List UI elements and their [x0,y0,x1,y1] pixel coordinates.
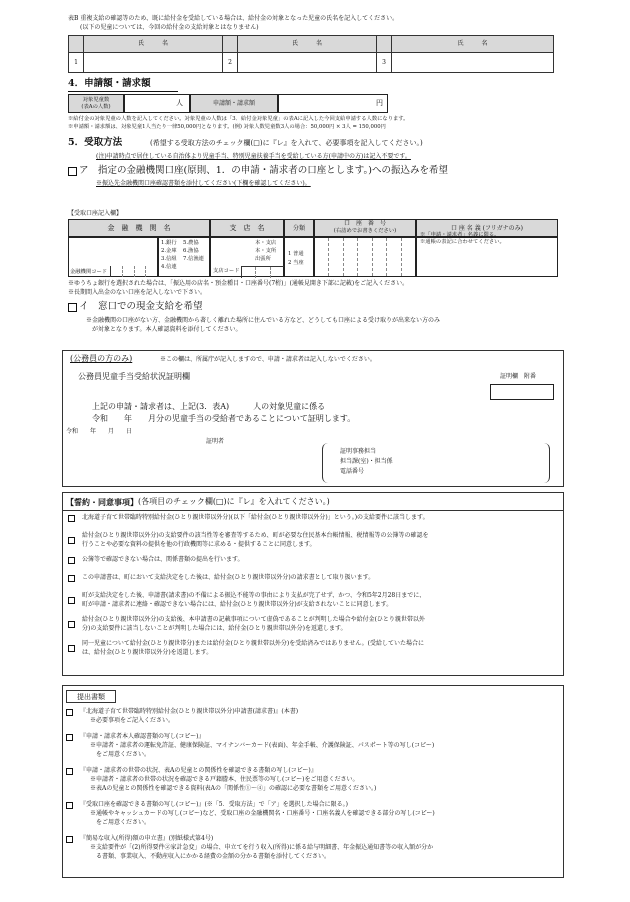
doc-sub: ※表Aの児童との関係性を確認できる資料(表Aの「関係性①〜④」の確認に必要な書類をご用意ください。) [90,785,377,792]
branch-code-label: 支店コード [213,268,240,274]
bank-type: 2.金庫 [161,248,177,254]
amount-field[interactable] [278,94,388,113]
bank-type: 5.農協 [183,240,199,246]
option-b-note2: が対象となります。本人確認資料を添付してください。 [86,326,242,333]
sec5-heading-rest: (希望する受取方法のチェック欄(□)に『レ』を入れて、必要事項を記入してください。) [150,139,423,147]
official-tag-note: ※この欄は、所属庁が記入しますので、申請・請求者は記入しないでください。 [160,356,376,363]
account-holder-header: 口 座 名 義 (フリガナのみ) [416,219,558,237]
bank-name-header: 金 融 機 関 名 [68,219,210,237]
yucho-note: ※ゆうちょ銀行を選択された場合は、「振込用の店名・預金種目・口座番号(7桁)」(通帳見開き下部に記載)をご記入ください。 [68,280,409,287]
row-num: 1 [69,53,84,73]
bank-type: 3.信組 [161,256,177,262]
option-a-checkbox[interactable] [68,167,77,176]
sec5-note: (注)申請時点で居住している自治体より児童手当、特別児童扶養手当を受給している方(申請中の方)は記入不要です。 [96,153,411,160]
child-count-label: 対象児童数 (表Aの人数) [68,94,124,113]
certifier-label: 証明者 [206,438,225,445]
pledge-text: 町が申請・請求者に連絡・確認できない場合には、給付金(ひとり親世帯以外分)が支給されないことに同意します。 [82,601,393,608]
doc-sub: る書類、事業収入、不動産収入にかかる経費の金額の分かる書類を添付してください。 [90,853,331,860]
option-b-checkbox[interactable] [68,303,77,312]
doc-checkbox[interactable] [66,836,73,843]
bank-type: 6.漁協 [183,248,199,254]
prev-recipients-note: 表B 重複支給の確認等のため、既に給付金を受給している場合は、給付金の対象となった児童の氏名を記入してください。 [68,15,399,22]
pledge-title: 【誓約・同意事項】 [66,497,138,507]
doc-sub: ※申請者・請求者の運転免許証、健康保険証、マイナンバーカード(表面)、年金手帳、介護保険証、パスポート等の写し(コピー) [90,742,435,749]
office-line2: 担当課(室)・担当係 [340,458,393,465]
sec4-note1: ※給付金の対象児童の人数を記入してください。対象児童の人数は「3．給付金対象児童」の表Aに記入した今回支給申請する人数になります。 [68,116,409,122]
bank-code-boxes[interactable] [110,266,157,277]
doc-checkbox[interactable] [66,802,73,809]
prev-name-field-2[interactable] [238,53,377,73]
sec4-heading: 4．申請額・請求額 [68,78,151,89]
docs-title: 提出書類 [66,690,116,703]
account-type: 2 当座 [288,260,304,266]
option-b-label: イ 窓口での現金支給を希望 [79,301,203,312]
pledge-text: は、給付金(ひとり親世帯以外分)を返還します。 [82,649,213,656]
doc-checkbox[interactable] [66,734,73,741]
option-a-note: ※振込先金融機関口座確認書類を添付してください(下欄を確認してください)。 [96,180,311,187]
sec4-note2: ※申請額・請求額は、対象児童1人当たり一律50,000円となります。(例) 対象人数児童数3人の場合：50,000円 × 3人 = 150,000円 [68,124,386,130]
doc-sub: ※申請者・請求者の世帯の状況を確認できる戸籍謄本、住民票等の写し(コピー)をご用意ください。 [90,776,359,783]
doc-sub: ※支給要件が「(2)所得要件②家計急変」の場合、申立てを行う収入(所得)に係る給与明細書、年金振込通知書等の収入額が分か [90,844,434,851]
doc-head: 『受取口座を確認できる書類の写し(コピー)』(※「5．受取方法」で「ア」を選択した場合に限る。) [80,801,348,808]
branch-type: 本・支所 [255,248,277,254]
account-number-subtext: (右詰めでお書きください) [333,228,397,234]
pledge-text: 公簿等で確認できない場合は、関係書類の提出を行います。 [82,556,244,563]
name-header: 氏 名 [238,36,377,53]
pledge-checkbox[interactable] [68,537,75,544]
bank-type: 1.銀行 [161,240,177,246]
doc-checkbox[interactable] [66,709,73,716]
name-header: 氏 名 [392,36,554,53]
account-number-header-text: 口 座 番 号 [343,220,386,227]
official-line1: 上記の申請・請求者は、上記(3．表A) 人の対象児童に係る [92,402,326,411]
pledge-text: 同一児童について給付金(ひとり親世帯分)または給付金(ひとり親世帯以外分)を受給済みではありません。(受給していた場合に [82,640,424,647]
branch-name-header: 支 店 名 [210,219,284,237]
official-date: 令和 年 月 日 [66,428,133,435]
pledge-checkbox[interactable] [68,515,75,522]
office-line3: 電話番号 [340,468,365,475]
option-b-note1: ※金融機関の口座がない方、金融機関から著しく離れた場所に住んでいる方など、どうしても口座による受け取りが出来ない方のみ [86,317,441,324]
amount-label: 申請額・請求額 [190,94,278,113]
doc-sub: をご用意ください。 [90,751,151,758]
bank-code-label: 金融機関コード [70,269,108,275]
row-num: 3 [377,53,392,73]
doc-head: 『申請・請求者本人確認書類の写し(コピー)』 [80,733,205,740]
pledge-checkbox[interactable] [68,621,75,628]
branch-name-field[interactable] [210,237,284,277]
longterm-note: ※長期間入出金のない口座を記入しないで下さい。 [68,289,207,296]
cert-number-field[interactable] [490,384,554,400]
name-header: 氏 名 [84,36,223,53]
account-number-header [314,219,416,237]
branch-type: 本・支店 [255,240,277,246]
bank-type: 4.信連 [161,264,177,270]
holder-note2: ※通帳の表記に合わせてください。 [420,239,505,245]
doc-sub: をご用意ください。 [90,819,151,826]
pledge-checkbox[interactable] [68,645,75,652]
account-type: 1 普通 [288,251,304,257]
option-a-label: ア 指定の金融機関口座(原則、1．の申請・請求者の口座とします。)への振込みを希望 [79,165,448,176]
pledge-text: 分)の支給要件に該当しないことが判明した場合には、給付金(ひとり親世帯以外分)を返還します。 [82,625,347,632]
pledge-text: 給付金(ひとり親世帯以外分)の支給後、本申請書の記載事項について虚偽であることが判明した場合や給付金(ひとり親世帯以外 [82,616,425,623]
amount-unit: 円 [376,99,383,107]
doc-sub: ※通帳やキャッシュカードの写し(コピー)など、受取口座の金融機関名・口座番号・口座名義人を確認できる部分の写し(コピー) [90,810,435,817]
bank-type-options[interactable] [158,237,210,277]
pledge-checkbox[interactable] [68,597,75,604]
prev-recipients-subnote: (以下の児童については、今回の給付金の支給対象とはなりません) [80,24,259,31]
pledge-checkbox[interactable] [68,557,75,564]
pledge-checkbox[interactable] [68,575,75,582]
count-unit: 人 [176,99,183,107]
doc-head: 『簡易な収入(所得)額の申立書』(別紙様式第4号) [80,835,214,842]
official-line2: 令和 年 月分の児童手当の受給者であることについて証明します。 [92,414,356,423]
pledge-text: 給付金(ひとり親世帯以外分)の支給要件の該当性等を審査等するため、町が必要な住民基本台帳情報、税情報等の公簿等の確認を [82,532,429,539]
prev-recipients-table [68,35,554,73]
prev-name-field-3[interactable] [392,53,554,73]
pledge-text: この申請書は、町において支給決定をした後は、給付金(ひとり親世帯以外分)の請求書として取り扱います。 [82,574,375,581]
pledge-text: 行うことや必要な資料の提供を他の行政機関等に求める・提供することに同意します。 [82,541,316,548]
pledge-text: 北海道子育て世帯臨時特別給付金(ひとり親世帯以外分)(以下「給付金(ひとり親世帯以外分)」という。)の支給要件に該当します。 [82,514,429,521]
sec5-heading: 5．受取方法 [68,137,123,148]
doc-sub: ※必要事項をご記入ください。 [90,717,175,724]
office-line1: 証明事務担当 [340,448,377,455]
doc-checkbox[interactable] [66,768,73,775]
pledge-text: 町が支給決定をした後、申請書(請求書)の不備による振込不能等の事由により支払が完了せず、かつ、令和5年2月28日までに、 [82,592,426,599]
official-tag: (公務員の方のみ) [70,354,133,363]
official-title: 公務員児童手当受給状況証明欄 [78,372,190,381]
pledge-title-rest: (各項目のチェック欄(□)に『レ』を入れてください。) [138,497,330,506]
cert-number-label: 証明欄 附番 [500,373,537,380]
doc-head: 『申請・請求者の世帯の状況、表Aの児童との関係性を確認できる書類の写し(コピー)』 [80,767,317,774]
row-num: 2 [223,53,238,73]
account-type-header: 分類 [284,219,314,237]
branch-type: 出張所 [255,256,271,262]
account-number-field[interactable] [314,237,416,277]
holder-note1: ※「申請・請求者」名義に限る。 [420,232,500,238]
bank-type: 7.信漁連 [183,256,204,262]
prev-name-field-1[interactable] [84,53,223,73]
account-type-options[interactable] [284,237,314,277]
account-section-title: 【受取口座記入欄】 [68,210,123,217]
doc-head: 『北海道子育て世帯臨時特別給付金(ひとり親世帯以外分)申請書(請求書)』(本書) [80,708,299,715]
